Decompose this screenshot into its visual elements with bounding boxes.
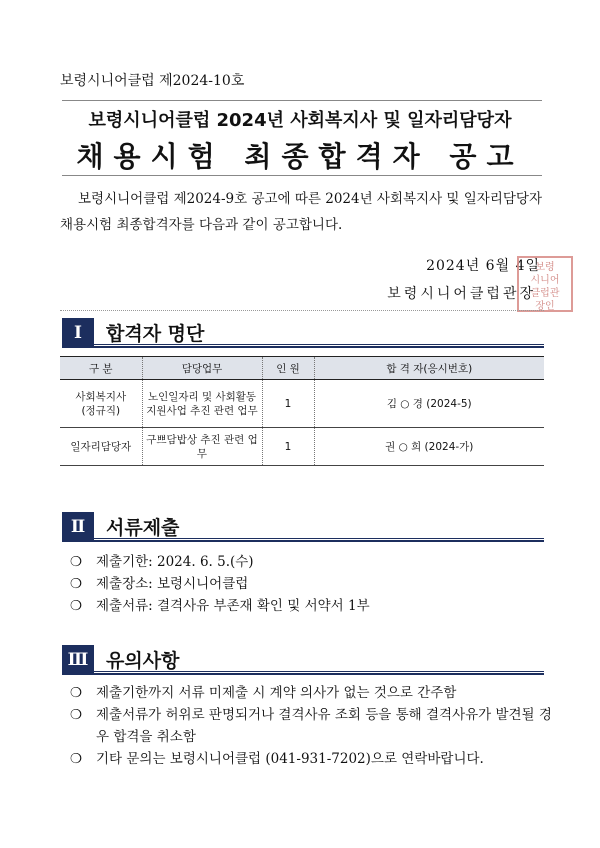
table-row [60,380,544,428]
title-line-1: 보령시니어클럽 2024년 사회복지사 및 일자리담당자 [88,110,512,131]
section-3-header [62,645,544,675]
submission-list [70,551,560,617]
list-item: ❍ 제출서류가 허위로 판명되거나 결격사유 조회 등을 통해 결격사유가 발견될 경우 합격을 취소함 [70,707,552,745]
header-bottom-rule [62,175,542,176]
section-1-header [62,318,544,348]
section-1-number: Ⅰ [62,318,94,348]
cell-count: 1 [262,380,314,428]
table-row [60,428,544,466]
header-count: 인 원 [262,357,314,380]
table-header-row [60,357,544,380]
header-category: 구 분 [60,357,142,380]
header-duty: 담당업무 [142,357,262,380]
section-3-title: 유의사항 [106,650,180,672]
intro-line-1: 보령시니어클럽 제2024-9호 공고에 따른 2024년 사회복지사 및 일자리담당자 [78,191,543,207]
notes-list [70,682,560,770]
list-item: ❍ 제출장소: 보령시니어클럽 [70,576,249,592]
passers-table [60,356,544,466]
header-top-rule [62,100,542,101]
cell-count: 1 [262,428,314,466]
section-divider [60,310,544,311]
section-2-number: Ⅱ [62,512,94,542]
cell-category: 사회복지사 (정규직) [60,380,142,428]
cell-duty: 노인일자리 및 사회활동 지원사업 추진 관련 업무 [142,380,262,428]
title-line-2: 채용시험 최종합격자 공고 [76,140,524,173]
list-item: ❍ 기타 문의는 보령시니어클럽 (041-931-7202)으로 연락바랍니다. [70,751,484,767]
list-item: ❍ 제출기한까지 서류 미제출 시 계약 의사가 없는 것으로 간주함 [70,685,457,701]
section-2-header [62,512,544,542]
intro-line-2: 채용시험 최종합격자를 다음과 같이 공고합니다. [60,217,343,233]
cell-duty: 구쁘담밥상 추진 관련 업무 [142,428,262,466]
official-seal-stamp: 보령 시니어 클럽관 장인 [517,256,573,312]
section-3-number: Ⅲ [62,645,94,675]
section-2-title: 서류제출 [106,517,180,539]
cell-passer: 권 ○ 희 (2024-가) [314,428,544,466]
cell-passer: 김 ○ 경 (2024-5) [314,380,544,428]
issuer-name: 보령시니어클럽관장 [387,286,536,302]
intro-paragraph [60,186,550,238]
issue-date: 2024년 6월 4일 [426,258,540,274]
header-passer: 합 격 자(응시번호) [314,357,544,380]
cell-category: 일자리담당자 [60,428,142,466]
section-1-title: 합격자 명단 [106,323,205,345]
document-number: 보령시니어클럽 제2024-10호 [60,73,245,89]
list-item: ❍ 제출기한: 2024. 6. 5.(수) [70,554,254,570]
list-item: ❍ 제출서류: 결격사유 부존재 확인 및 서약서 1부 [70,598,370,614]
